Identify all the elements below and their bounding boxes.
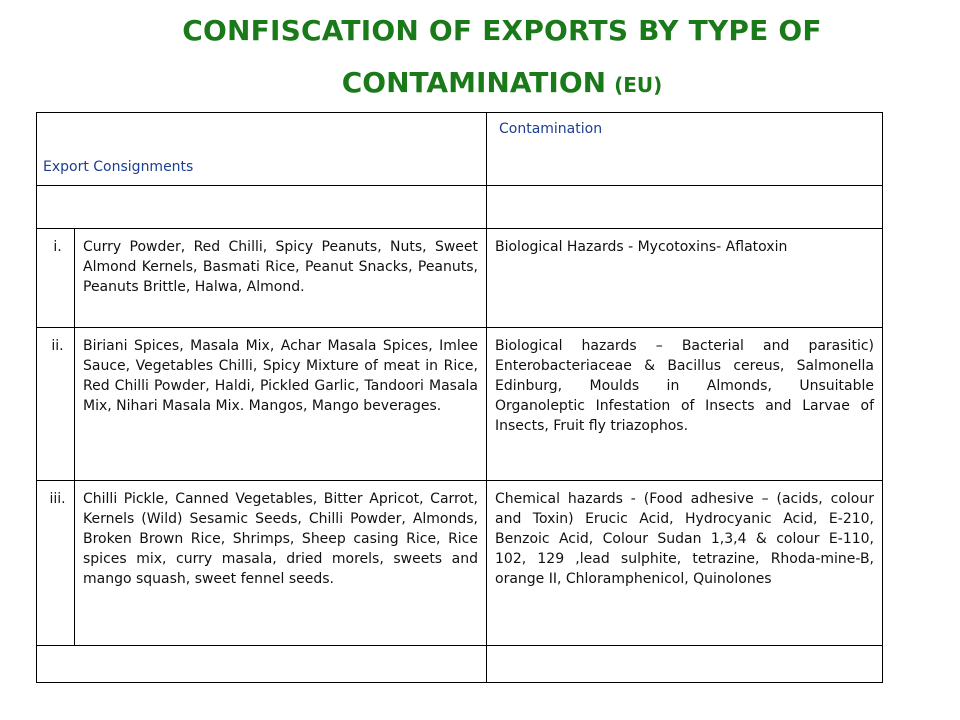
contamination-cell: Biological Hazards - Mycotoxins- Aflatoxin [487, 229, 883, 328]
empty-cell [487, 186, 883, 229]
title-line-2: CONTAMINATION [341, 66, 607, 99]
consignments-cell: Curry Powder, Red Chilli, Spicy Peanuts, Nuts, Sweet Almond Kernels, Basmati Rice, Peanut Snacks, Peanuts, Peanuts Brittle, Halwa, Almond. [75, 229, 487, 328]
header-export-consignments: Export Consignments [37, 113, 487, 186]
empty-cell [487, 646, 883, 683]
page-title-continued [0, 66, 960, 99]
table-row [37, 229, 883, 328]
empty-cell [37, 646, 487, 683]
table-row [37, 328, 883, 481]
table-row [37, 481, 883, 646]
row-number: iii. [37, 481, 75, 646]
contamination-cell: Biological hazards – Bacterial and parasitic) Enterobacteriaceae & Bacillus cereus, Salmonella Edinburg, Moulds in Almonds, Unsuitable Organoleptic Infestation of Insects and Larvae of Insects, Fruit fly triazophos. [487, 328, 883, 481]
table-header-row [37, 113, 883, 186]
title-suffix: (EU) [614, 73, 663, 97]
row-number: ii. [37, 328, 75, 481]
title-line-1: CONFISCATION OF EXPORTS BY TYPE OF [182, 14, 822, 47]
page-title [0, 14, 960, 47]
empty-cell [37, 186, 487, 229]
consignments-cell: Biriani Spices, Masala Mix, Achar Masala Spices, Imlee Sauce, Vegetables Chilli, Spicy Mixture of meat in Rice, Red Chilli Powder, Haldi, Pickled Garlic, Tandoori Masala Mix, Nihari Masala Mix. Mangos, Mango beverages. [75, 328, 487, 481]
contamination-table [36, 112, 883, 683]
table-empty-row [37, 646, 883, 683]
consignments-cell: Chilli Pickle, Canned Vegetables, Bitter Apricot, Carrot, Kernels (Wild) Sesamic Seeds, Chilli Powder, Almonds, Broken Brown Rice, Shrimps, Sheep casing Rice, Rice spices mix, curry masala, dried morels, sweets and mango squash, sweet fennel seeds. [75, 481, 487, 646]
table-empty-row [37, 186, 883, 229]
contamination-cell: Chemical hazards - (Food adhesive – (acids, colour and Toxin) Erucic Acid, Hydrocyanic Acid, E-210, Benzoic Acid, Colour Sudan 1,3,4 & colour E-110, 102, 129 ,lead sulphite, tetrazine, Rhoda-mine-B, orange II, Chloramphenicol, Quinolones [487, 481, 883, 646]
row-number: i. [37, 229, 75, 328]
header-contamination: Contamination [487, 113, 883, 186]
